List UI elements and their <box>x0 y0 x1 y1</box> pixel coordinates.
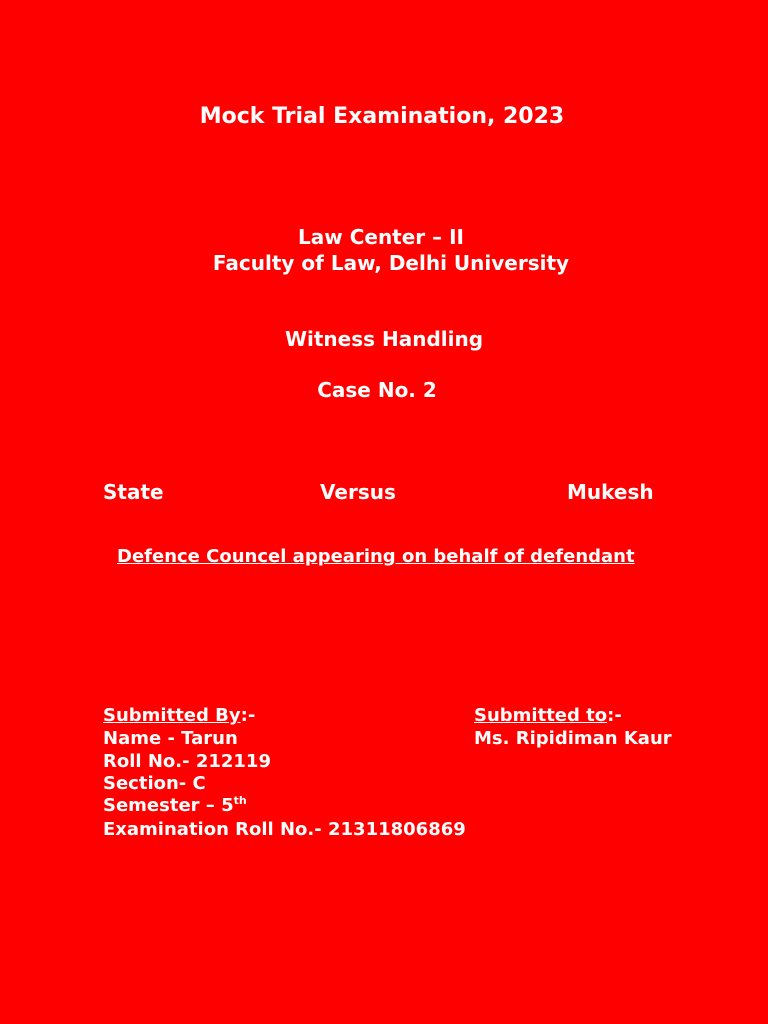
faculty-name: Faculty of Law, Delhi University <box>212 251 570 275</box>
party-plaintiff: State <box>103 480 164 504</box>
law-center: Law Center – II <box>298 225 464 249</box>
topic-heading: Witness Handling <box>284 327 484 351</box>
submitted-by-label: Submitted By <box>103 705 241 726</box>
submitted-by-suffix: :- <box>240 705 256 726</box>
exam-roll-no: Examination Roll No.- 21311806869 <box>103 819 466 840</box>
submitted-by-heading <box>103 705 255 726</box>
party-defendant: Mukesh <box>567 480 654 504</box>
student-roll-no: Roll No.- 212119 <box>103 751 271 772</box>
semester-superscript: th <box>233 794 247 807</box>
submitted-to-heading <box>474 705 622 726</box>
party-versus: Versus <box>320 480 396 504</box>
teacher-name: Ms. Ripidiman Kaur <box>474 728 672 749</box>
student-semester <box>103 795 247 816</box>
student-name: Name - Tarun <box>103 728 238 749</box>
student-section: Section- C <box>103 773 206 794</box>
case-number: Case No. 2 <box>317 378 437 402</box>
submitted-to-suffix: :- <box>607 705 622 726</box>
role-statement: Defence Councel appearing on behalf of defendant <box>117 546 635 567</box>
page-title: Mock Trial Examination, 2023 <box>199 104 565 129</box>
submitted-to-label: Submitted to <box>474 705 608 726</box>
semester-text: Semester – 5 <box>103 795 234 816</box>
